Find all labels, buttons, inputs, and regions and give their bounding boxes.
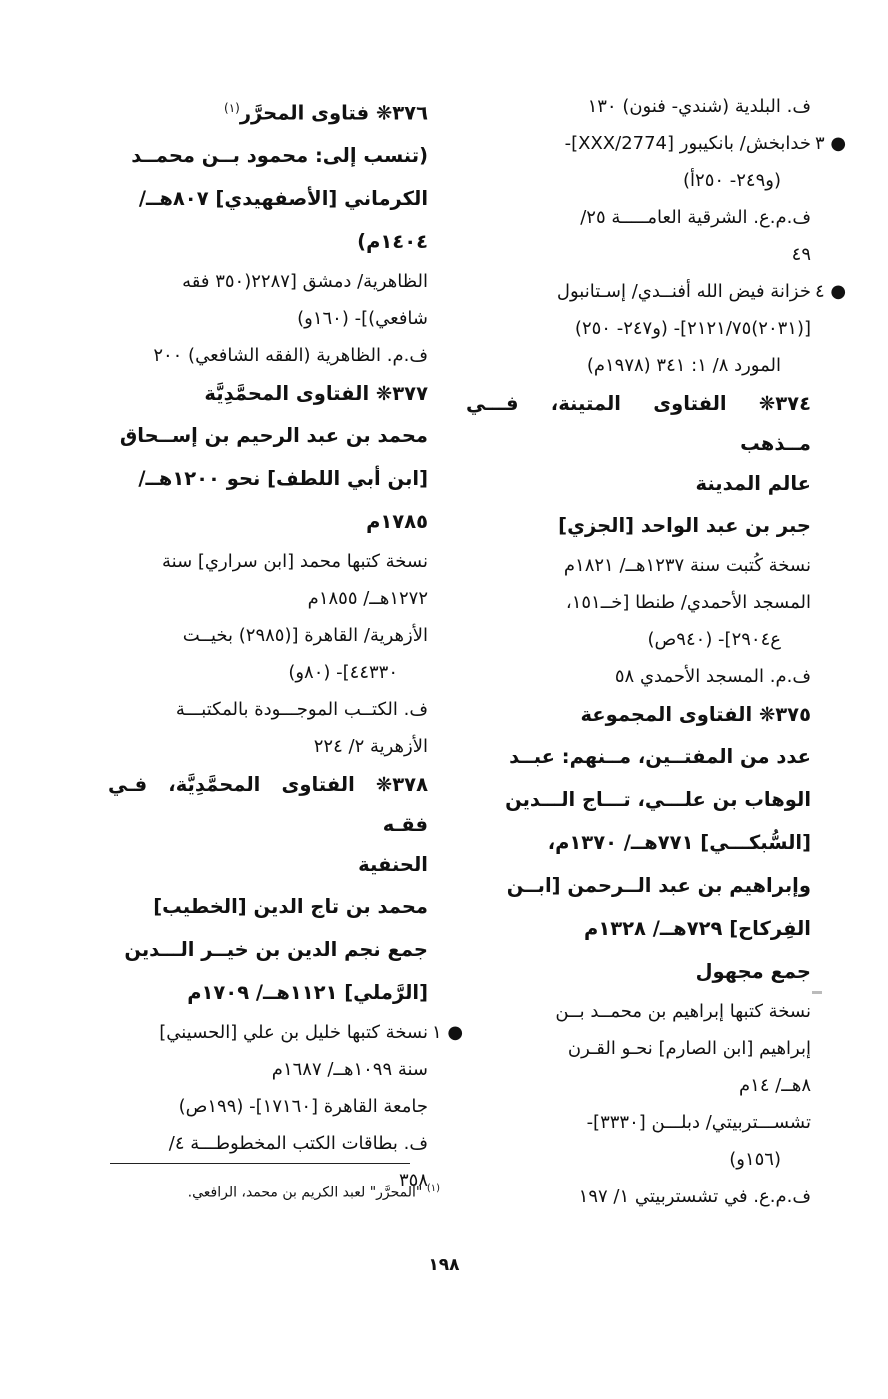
text-line: ٤٩ — [791, 244, 811, 265]
text-line: الأزهرية/ القاهرة [(٢٩٨٥) بخيــت — [182, 624, 428, 646]
entry-375 — [466, 695, 811, 1215]
entry-author: الفِركاح] ٧٢٩هــ/ ١٣٢٨م — [584, 917, 811, 940]
item-number — [815, 273, 849, 310]
right-column — [466, 88, 847, 1215]
text-line: ٣٥٨ — [398, 1169, 428, 1191]
text-line: ف. بطاقات الكتب المخطوطـــة ٤/ — [168, 1132, 428, 1154]
item-number — [815, 125, 849, 162]
entry-376 — [108, 88, 428, 374]
text-line: نسخة كتبها خليل بن علي [الحسيني] — [159, 1021, 428, 1043]
item-number — [432, 1014, 466, 1051]
text-line: ١٢٧٢هــ/ ١٨٥٥م — [307, 587, 428, 609]
entry-author: (تنسب إلى: محمود بــن محمــد — [131, 143, 428, 167]
entry-373-item-3 — [466, 125, 847, 273]
text-line: تشســـتربيتي/ دبلـــن [٣٣٣٠]- — [586, 1112, 811, 1133]
entry-author: جمع نجم الدين بن خيــر الـــدين — [124, 937, 428, 961]
entry-373-tail — [466, 88, 811, 125]
text-line: شافعي)]- (١٦٠و) — [297, 307, 428, 329]
bullet-dot-icon: ● — [447, 1021, 464, 1043]
text-line: المسجد الأحمدي/ طنطا [خــ١٥١، — [565, 592, 811, 613]
text-line: (١٥٦و) — [729, 1149, 781, 1170]
text-line: نسخة كُتبت سنة ١٢٣٧هــ/ ١٨٢١م — [563, 555, 811, 576]
footnote — [140, 1178, 440, 1204]
entry-compiler: جمع مجهول — [695, 960, 811, 983]
text-line: خزانة فيض الله أفنــدي/ إسـتانبول — [556, 281, 811, 302]
entry-author: وإبراهيم بن عبد الــرحمن [ابــن — [506, 874, 811, 897]
text-line: ع٢٩٠٤]- (٩٤٠ص) — [647, 629, 781, 650]
text-line: خدابخش/ بانكيبور [2774/XXX]- — [564, 133, 811, 154]
text-line: ٨هــ/ ١٤م — [739, 1075, 811, 1096]
text-line: سنة ١٠٩٩هــ/ ١٦٨٧م — [271, 1058, 428, 1080]
entry-title-text: ٣٧٦❋ فتاوى المحرَّر — [239, 101, 428, 125]
entry-author: الوهاب بن علـــي، تـــاج الـــدين — [505, 788, 811, 811]
text-line: ف.م.ع. الشرقية العامـــــة ٢٥/ — [580, 207, 811, 228]
left-column — [108, 88, 464, 1199]
entry-title: ٣٧٨❋ الفتاوى المحمَّدِيَّة، فـي فقـه — [108, 772, 428, 836]
text-line: الأزهرية ٢/ ٢٢٤ — [313, 735, 428, 757]
entry-378 — [108, 765, 464, 1199]
item-number-label: ٣ — [815, 133, 825, 154]
text-line: ف. البلدية (شندي- فنون) ١٣٠ — [587, 96, 811, 117]
entry-author: الكرماني [الأصفهيدي] ٨٠٧هــ/ — [138, 186, 428, 210]
bullet-dot-icon: ● — [830, 281, 847, 302]
text-line: ف.م. المسجد الأحمدي ٥٨ — [614, 666, 811, 687]
scan-speck — [812, 991, 822, 994]
text-line: (و٢٤٩- ٢٥٠أ) — [683, 170, 781, 191]
entry-author: ١٤٠٤م) — [357, 229, 428, 253]
text-line: إبراهيم [ابن الصارم] نحـو القـرن — [567, 1038, 811, 1059]
text-line: المورد ٨/ ١: ٣٤١ (١٩٧٨م) — [586, 355, 781, 376]
entry-author: [ابن أبي اللطف] نحو ١٢٠٠هــ/ — [138, 466, 428, 490]
entry-author: [السُّبكـــي] ٧٧١هــ/ ١٣٧٠م، — [547, 831, 811, 854]
item-number-label: ١ — [432, 1021, 442, 1043]
entry-378-item-1 — [108, 1014, 464, 1199]
item-number-label: ٤ — [815, 281, 825, 302]
bullet-dot-icon: ● — [830, 133, 847, 154]
entry-title: ٣٧٥❋ الفتاوى المجموعة — [580, 703, 811, 726]
text-line: ف.م. الظاهرية (الفقه الشافعي) ٢٠٠ — [153, 344, 428, 366]
text-line: ف. الكتــب الموجـــودة بالمكتبـــة — [175, 698, 428, 720]
entry-title — [108, 88, 428, 134]
text-line: جامعة القاهرة [١٧١٦٠]- (١٩٩ص) — [178, 1095, 428, 1117]
text-line: نسخة كتبها محمد [ابن سراري] سنة — [162, 550, 428, 572]
footnote-text: "المحرَّر" لعبد الكريم بن محمد، الرافعي. — [187, 1184, 423, 1201]
entry-373-item-4 — [466, 273, 847, 384]
entry-author: [الرَّملي] ١١٢١هــ/ ١٧٠٩م — [187, 980, 428, 1004]
text-line: ٤٤٣٣٠]- (٨٠و) — [288, 661, 398, 683]
entry-title: ٣٧٤❋ الفتاوى المتينة، فـــي مــذهب — [466, 392, 811, 455]
text-line: [(٢٠٣١)٢١٢١/٧٥]- (و٢٤٧- ٢٥٠) — [574, 318, 811, 339]
entry-374 — [466, 384, 811, 695]
entry-title: الحنفية — [358, 852, 428, 876]
entry-title: ٣٧٧❋ الفتاوى المحمَّدِيَّة — [204, 381, 428, 405]
text-line: الظاهرية/ دمشق [٢٢٨٧(٣٥٠ فقه — [182, 270, 428, 292]
footnote-marker: (١) — [426, 1183, 440, 1194]
entry-author: ١٧٨٥م — [366, 509, 428, 533]
page-number: ١٩٨ — [428, 1255, 460, 1275]
entry-author: محمد بن عبد الرحيم بن إســحاق — [119, 423, 428, 447]
entry-author: عدد من المفتــين، مــنهم: عبــد — [509, 745, 811, 768]
entry-title: عالم المدينة — [695, 472, 811, 495]
entry-author: جبر بن عبد الواحد [الجزي] — [558, 514, 811, 537]
entry-377 — [108, 374, 428, 765]
footnote-reference: (١) — [224, 101, 240, 115]
text-line: نسخة كتبها إبراهيم بن محمــد بــن — [555, 1001, 811, 1022]
footnote-divider — [110, 1163, 410, 1164]
entry-author: محمد بن تاج الدين [الخطيب] — [153, 894, 428, 918]
text-line: ف.م.ع. في تشستربيتي ١/ ١٩٧ — [578, 1186, 811, 1207]
